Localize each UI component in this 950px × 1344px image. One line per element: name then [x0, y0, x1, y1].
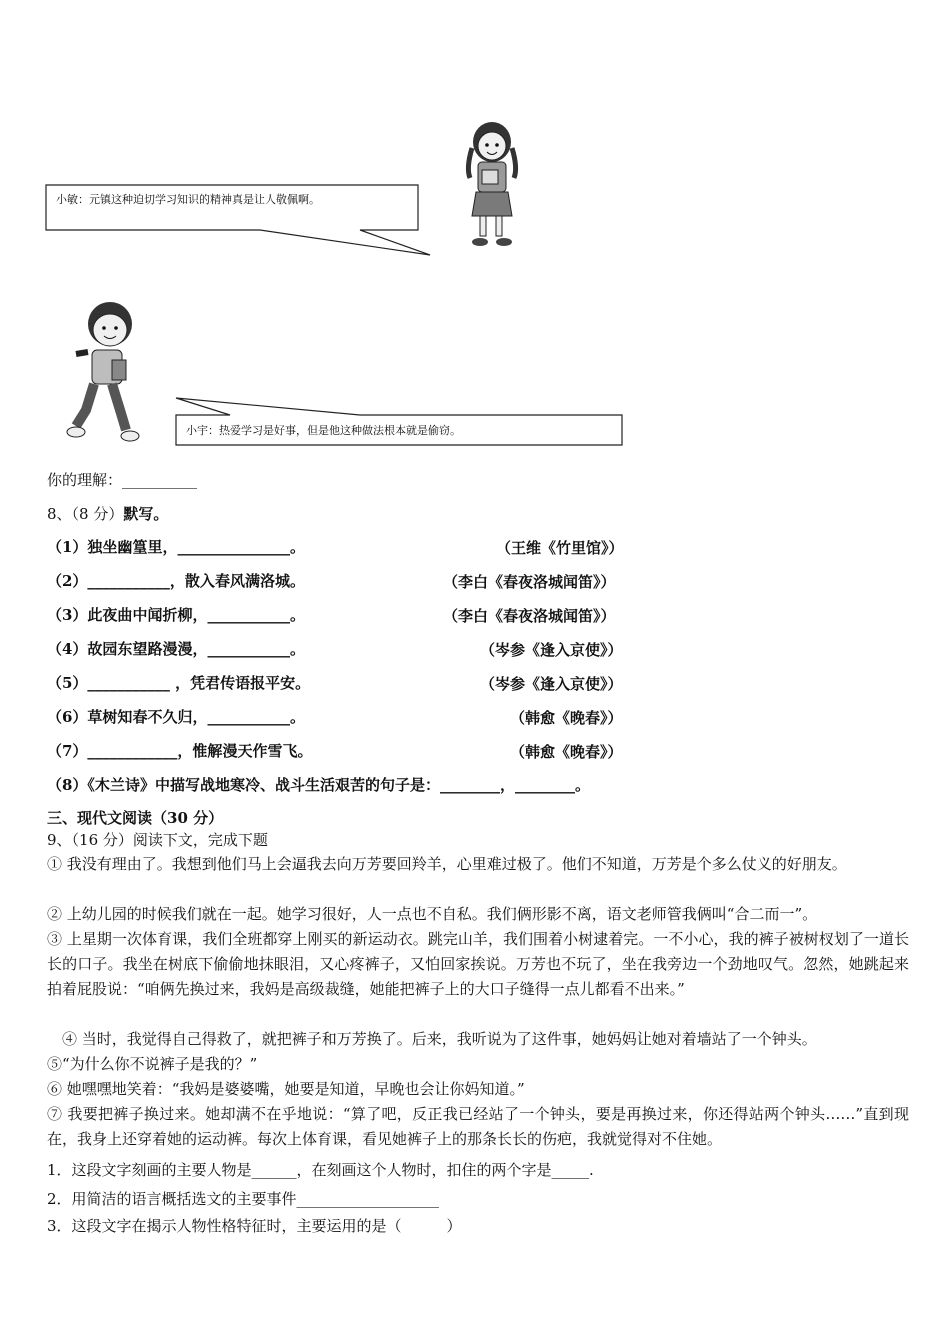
q8-header: [47, 504, 168, 524]
q8-item-6: （6）草树知春不久归，___________。: [47, 708, 305, 726]
xiaoyu-speech-text: 小宇：热爱学习是好事，但是他这种做法根本就是偷窃。: [186, 424, 461, 437]
section3-title: 三、现代文阅读（30 分）: [47, 809, 224, 827]
q8-item-7: （7）____________，惟解漫天作雪飞。: [47, 742, 313, 760]
q8-item-3-source: （李白《春夜洛城闻笛》）: [443, 607, 616, 625]
q8-item-6-source: （韩愈《晚春》）: [510, 709, 623, 727]
q8-header-prefix: 8、（8 分）: [47, 505, 124, 523]
q8-item-1-source: （王维《竹里馆》）: [496, 539, 624, 557]
passage-paragraph-2: ② 上幼儿园的时候我们就在一起。她学习很好，人一点也不自私。我们俩形影不离，语文老师管我俩叫“合二而一”。: [47, 905, 818, 923]
q8-item-4-source: （岑参《逢入京使》）: [480, 641, 623, 659]
q9-header: 9、（16 分）阅读下文，完成下题: [47, 831, 268, 849]
passage-paragraph-5: ⑤“为什么你不说裤子是我的？”: [47, 1055, 258, 1073]
question-2: 2．用简洁的语言概括选文的主要事件___________________: [47, 1190, 440, 1208]
passage-paragraph-7: ⑦ 我要把裤子换过来。她却满不在乎地说：“算了吧，反正我已经站了一个钟头，要是再换过来，你还得站两个钟头……”直到现在，我身上还穿着她的运动裤。每次上体育课，看见她裤子上的那条长长的伤疤，我就觉得对不住她。: [47, 1105, 909, 1148]
q8-item-2-source: （李白《春夜洛城闻笛》）: [443, 573, 616, 591]
passage-paragraph-6: ⑥ 她嘿嘿地笑着：“我妈是婆婆嘴，她要是知道，早晚也会让你妈知道。”: [47, 1080, 525, 1098]
q8-item-8: （8）《木兰诗》中描写战地寒冷、战斗生活艰苦的句子是：________，________。: [47, 776, 590, 794]
q8-item-4: （4）故园东望路漫漫，___________。: [47, 640, 305, 658]
q8-item-5-source: （岑参《逢入京使》）: [480, 675, 623, 693]
your-understanding-prompt: 你的理解：__________: [47, 471, 198, 489]
q8-header-title: 默写。: [123, 505, 169, 523]
passage-paragraph-4: ④ 当时，我觉得自己得救了，就把裤子和万芳换了。后来，我听说为了这件事，她妈妈让她对着墙站了一个钟头。: [62, 1030, 817, 1048]
q8-item-3: （3）此夜曲中闻折柳，___________。: [47, 606, 305, 624]
passage-paragraph-3: ③ 上星期一次体育课，我们全班都穿上刚买的新运动衣。跳完山羊，我们围着小树逮着完。一不小心，我的裤子被树杈划了一道长长的口子。我坐在树底下偷偷地抹眼泪，又心疼裤子，又怕回家挨说。万芳也不玩了，坐在我旁边一个劲地叹气。忽然，她跳起来拍着屁股说：“咱俩先换过来，我妈是高级裁缝，她能把裤子上的大口子缝得一点儿都看不出来。”: [47, 930, 909, 998]
boy-student-illustration: [60, 298, 150, 446]
q8-item-5: （5）___________ ，凭君传语报平安。: [47, 674, 311, 692]
passage-paragraph-1: ① 我没有理由了。我想到他们马上会逼我去向万芳要回羚羊，心里难过极了。他们不知道，万芳是个多么仗义的好朋友。: [47, 855, 847, 873]
girl-student-illustration: [458, 118, 528, 253]
q8-item-1: （1）独坐幽篁里，_______________。: [47, 538, 305, 556]
xiaomin-speech-text: 小敏：元镇这种迫切学习知识的精神真是让人敬佩啊。: [56, 193, 320, 206]
q8-item-2: （2）___________，散入春风满洛城。: [47, 572, 305, 590]
question-1: 1．这段文字刻画的主要人物是______，在刻画这个人物时，扣住的两个字是_____.: [47, 1161, 594, 1179]
q8-item-7-source: （韩愈《晚春》）: [510, 743, 623, 761]
question-3: 3．这段文字在揭示人物性格特征时，主要运用的是（ ）: [47, 1217, 462, 1235]
